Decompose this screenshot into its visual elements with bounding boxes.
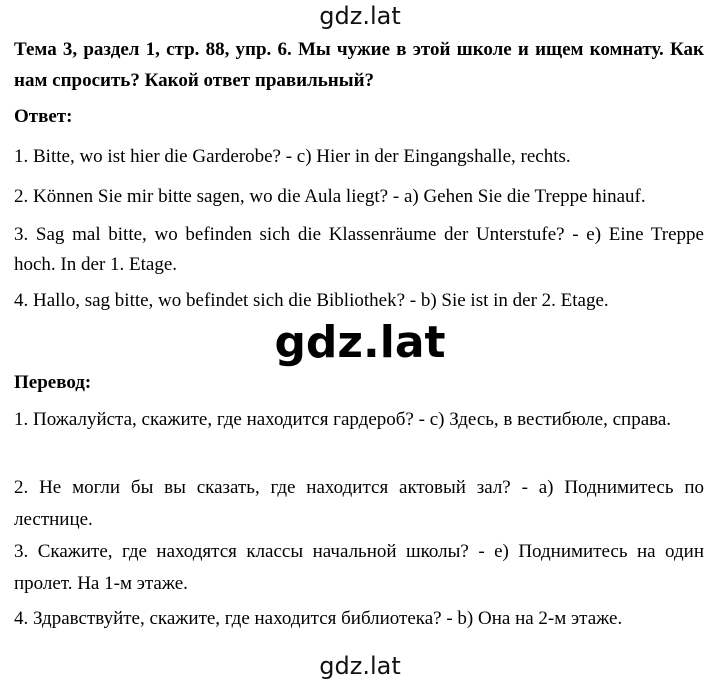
watermark-bottom: gdz.lat [319,652,401,680]
answer-item-2: 2. Können Sie mir bitte sagen, wo die Aula liegt? - a) Gehen Sie die Treppe hinauf. [14,186,646,207]
watermark-middle: gdz.lat [274,317,446,368]
answer-item-1: 1. Bitte, wo ist hier die Garderobe? - c) Hier in der Eingangshalle, rechts. [14,146,571,167]
translation-item-1: 1. Пожалуйста, скажите, где находится гардероб? - c) Здесь, в вестибюле, справа. [14,409,672,430]
translation-item-3: 3. Скажите, где находятся классы начальной школы? - e) Поднимитесь на один пролет. На 1-м этаже. [14,541,704,594]
answer-item-4: 4. Hallo, sag bitte, wo befindet sich die Bibliothek? - b) Sie ist in der 2. Etage. [14,290,609,311]
watermark-top: gdz.lat [319,2,401,30]
translation-item-2: 2. Не могли бы вы сказать, где находится актовый зал? - a) Поднимитесь по лестнице. [14,477,704,530]
answer-item-3: 3. Sag mal bitte, wo befinden sich die Klassenräume der Unterstufe? - e) Eine Treppe hoch. In der 1. Etage. [14,224,704,275]
answer-heading: Ответ: [14,106,73,127]
translation-heading: Перевод: [14,372,92,393]
exercise-title: Тема 3, раздел 1, стр. 88, упр. 6. Мы чужие в этой школе и ищем комнату. Как нам спросить? Какой ответ правильный? [14,39,704,91]
translation-item-4: 4. Здравствуйте, скажите, где находится библиотека? - b) Она на 2-м этаже. [14,608,623,629]
